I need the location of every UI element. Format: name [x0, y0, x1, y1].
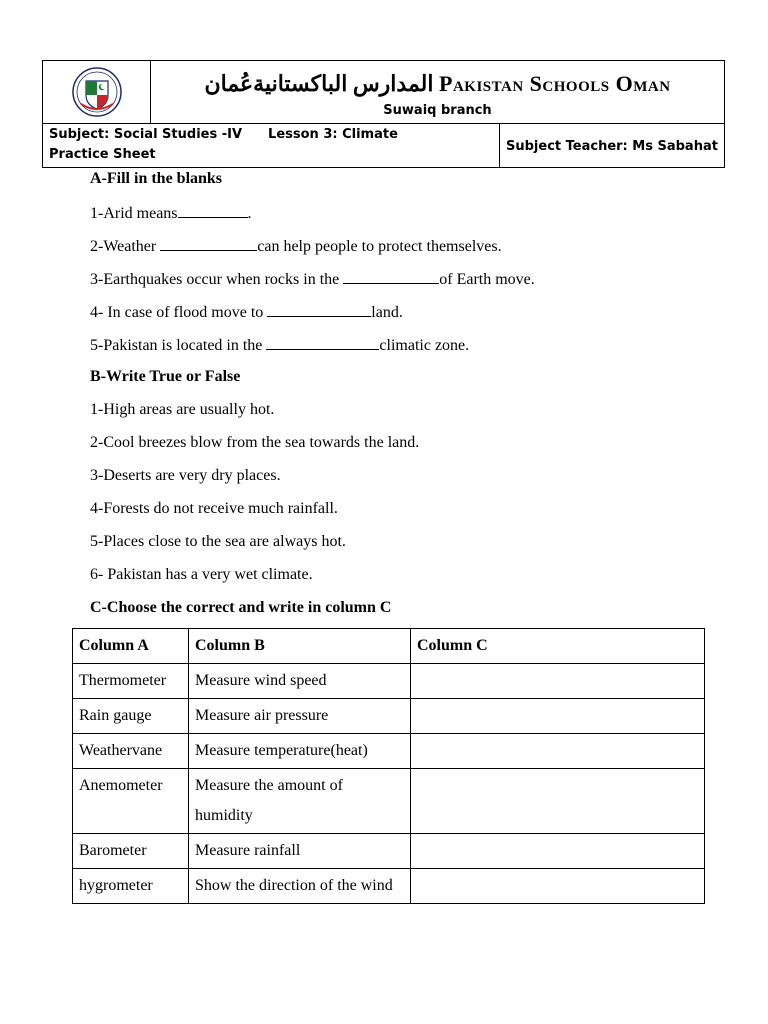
answer-blank[interactable]	[266, 335, 379, 350]
column-b-header: Column B	[189, 629, 411, 664]
answer-cell[interactable]	[411, 664, 705, 699]
description-cell: Show the direction of the wind	[189, 869, 411, 904]
fill-blank-item	[90, 302, 403, 322]
instrument-cell: Weathervane	[73, 734, 189, 769]
answer-blank[interactable]	[343, 269, 439, 284]
blank-suffix: .	[247, 205, 252, 222]
table-row	[73, 664, 705, 699]
section-a-heading: A-Fill in the blanks	[90, 170, 223, 187]
teacher-cell	[500, 124, 724, 168]
fill-blank-item	[90, 236, 502, 256]
school-title: المدارس الباكستانيةعُمان Pakistan Schools Oman	[204, 71, 671, 96]
table-row	[73, 734, 705, 769]
instrument-cell: Rain gauge	[73, 699, 189, 734]
answer-blank[interactable]	[160, 236, 257, 251]
column-a-header: Column A	[73, 629, 189, 664]
branch-name: Suwaiq branch	[383, 103, 492, 118]
blank-prefix: 2-Weather	[90, 238, 161, 255]
fill-blank-item	[90, 203, 252, 223]
true-false-item: 3-Deserts are very dry places.	[90, 467, 281, 484]
blank-suffix: climatic zone.	[379, 337, 470, 354]
table-row	[73, 834, 705, 869]
teacher-label: Subject Teacher: Ms Sabahat	[506, 138, 718, 154]
description-cell: Measure air pressure	[189, 699, 411, 734]
section-c-heading: C-Choose the correct and write in column C	[90, 599, 392, 616]
subject-cell	[43, 124, 500, 168]
table-row	[73, 769, 705, 834]
blank-prefix: 3-Earthquakes occur when rocks in the	[90, 271, 344, 288]
fill-blank-item	[90, 335, 469, 355]
table-row	[73, 869, 705, 904]
subject-label: Subject: Social Studies -IV	[49, 127, 243, 142]
blank-prefix: 5-Pakistan is located in the	[90, 337, 267, 354]
info-row	[43, 123, 724, 168]
answer-cell[interactable]	[411, 699, 705, 734]
blank-suffix: land.	[371, 304, 403, 321]
description-cell: Measure temperature(heat)	[189, 734, 411, 769]
fill-blank-item	[90, 269, 535, 289]
table-header-row	[73, 629, 705, 664]
answer-cell[interactable]	[411, 734, 705, 769]
true-false-item: 2-Cool breezes blow from the sea towards the land.	[90, 434, 420, 451]
blank-prefix: 4- In case of flood move to	[90, 304, 268, 321]
worksheet-header	[42, 60, 725, 168]
instrument-cell: Barometer	[73, 834, 189, 869]
blank-prefix: 1-Arid means	[90, 205, 178, 222]
school-crest-icon	[69, 64, 125, 120]
answer-blank[interactable]	[178, 203, 248, 218]
description-cell: Measure wind speed	[189, 664, 411, 699]
sheet-label: Practice Sheet	[49, 147, 156, 162]
school-logo-cell	[43, 61, 151, 123]
table-row	[73, 699, 705, 734]
answer-cell[interactable]	[411, 769, 705, 834]
answer-blank[interactable]	[267, 302, 371, 317]
instrument-cell: Thermometer	[73, 664, 189, 699]
answer-cell[interactable]	[411, 869, 705, 904]
instrument-cell: hygrometer	[73, 869, 189, 904]
matching-table	[72, 628, 705, 904]
section-b-heading: B-Write True or False	[90, 368, 241, 385]
description-cell: Measure rainfall	[189, 834, 411, 869]
description-cell: Measure the amount of humidity	[189, 769, 411, 834]
lesson-label: Lesson 3: Climate	[268, 127, 398, 142]
true-false-item: 4-Forests do not receive much rainfall.	[90, 500, 338, 517]
blank-suffix: can help people to protect themselves.	[257, 238, 502, 255]
true-false-item: 1-High areas are usually hot.	[90, 401, 275, 418]
instrument-cell: Anemometer	[73, 769, 189, 834]
school-title-cell	[151, 61, 724, 123]
true-false-item: 5-Places close to the sea are always hot.	[90, 533, 346, 550]
answer-cell[interactable]	[411, 834, 705, 869]
column-c-header: Column C	[411, 629, 705, 664]
blank-suffix: of Earth move.	[439, 271, 535, 288]
true-false-item: 6- Pakistan has a very wet climate.	[90, 566, 313, 583]
